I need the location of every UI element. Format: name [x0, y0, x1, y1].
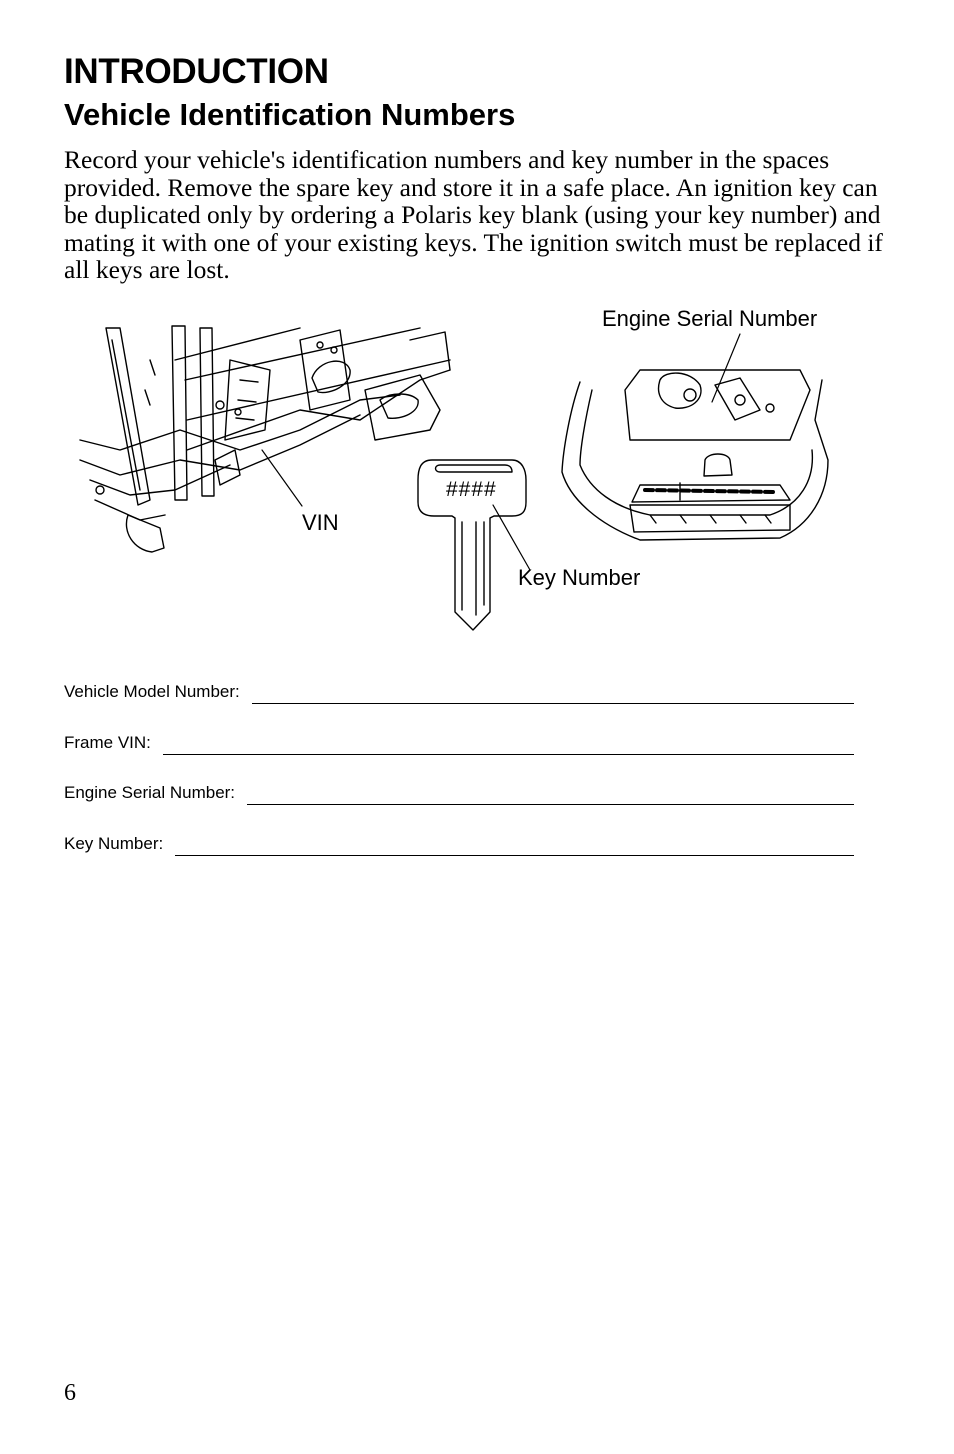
- vin-leader-line: [262, 450, 302, 506]
- page-number: 6: [64, 1380, 76, 1406]
- engine-leader-line: [712, 334, 740, 402]
- engine-serial-number-field[interactable]: [64, 781, 854, 805]
- key-number-label: Key Number: [518, 565, 641, 590]
- identification-figure: [0, 300, 954, 640]
- vehicle-model-number-line[interactable]: [252, 685, 854, 704]
- vehicle-frame-illustration: [0, 300, 954, 640]
- engine-compartment-drawing: [562, 370, 828, 540]
- frame-vin-line[interactable]: [163, 736, 854, 755]
- engine-serial-label: Engine Serial Number: [602, 306, 818, 331]
- vin-label: VIN: [302, 510, 339, 535]
- intro-paragraph: Record your vehicle's identification numbers and key number in the spaces provided. Remove the spare key and store it in a safe place. An ignition key can be duplicated only by ordering a Polaris key blank (using your key number) and mating it with one of your existing keys. The ignition switch must be replaced if all keys are lost.: [64, 145, 883, 284]
- section-title: Vehicle Identification Numbers: [64, 97, 516, 132]
- key-stamp: ####: [446, 478, 497, 501]
- frame-vin-label: Frame VIN:: [64, 733, 151, 752]
- engine-serial-number-label: Engine Serial Number:: [64, 783, 236, 802]
- engine-serial-number-line[interactable]: [247, 786, 854, 805]
- frame-drawing: [80, 326, 450, 552]
- page-title: INTRODUCTION: [64, 52, 329, 91]
- vehicle-model-number-field[interactable]: [64, 680, 854, 704]
- key-number-field[interactable]: [64, 832, 854, 856]
- frame-vin-field[interactable]: [64, 731, 854, 755]
- key-leader-line: [493, 505, 530, 570]
- key-number-line[interactable]: [175, 837, 854, 856]
- key-number-record-label: Key Number:: [64, 834, 164, 853]
- vehicle-model-number-label: Vehicle Model Number:: [64, 682, 240, 701]
